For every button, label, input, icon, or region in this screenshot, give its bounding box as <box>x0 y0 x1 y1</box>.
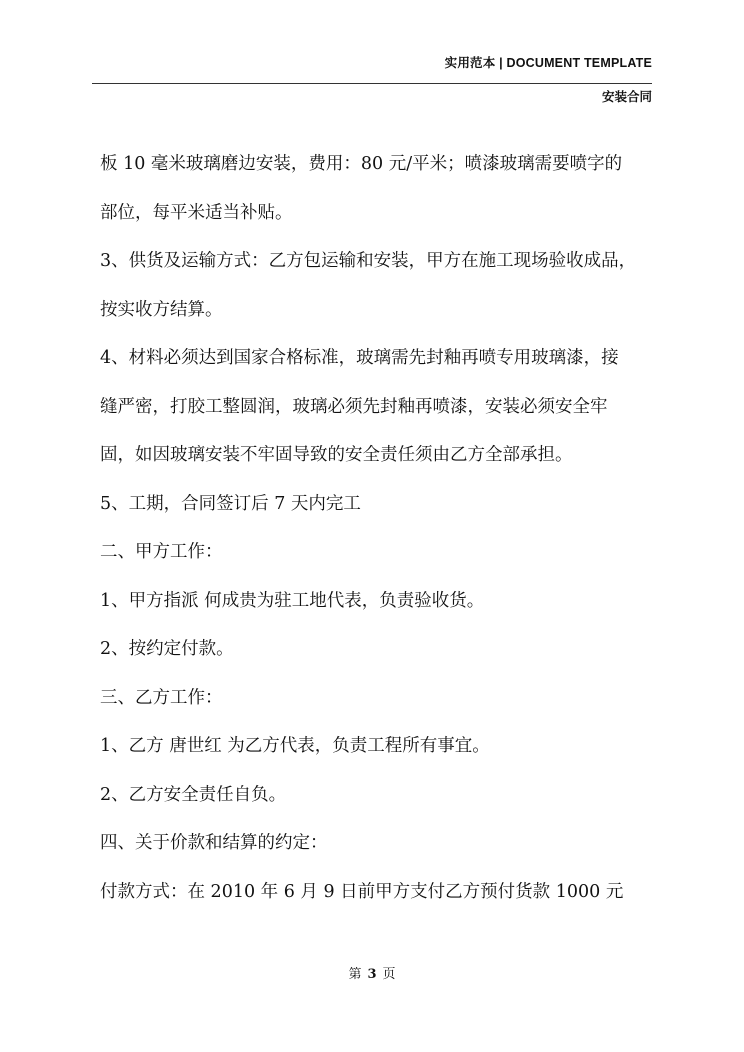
body-line: 3、供货及运输方式：乙方包运输和安装，甲方在施工现场验收成品， <box>100 251 637 271</box>
body-line: 固，如因玻璃安装不牢固导致的安全责任须由乙方全部承担。 <box>100 445 573 465</box>
body-line: 板 10 毫米玻璃磨边安装，费用：80 元/平米；喷漆玻璃需要喷字的 <box>100 154 623 174</box>
page-footer <box>0 963 744 982</box>
section-heading: 三、乙方工作： <box>100 687 223 708</box>
section-heading: 二、甲方工作： <box>100 542 223 562</box>
body-line: 1、甲方指派 何成贵为驻工地代表，负责验收货。 <box>100 590 485 611</box>
section-heading: 四、关于价款和结算的约定： <box>100 833 328 853</box>
body-line: 按实收方结算。 <box>100 299 223 320</box>
body-line: 1、乙方 唐世红 为乙方代表，负责工程所有事宜。 <box>100 736 490 756</box>
body-line: 部位，每平米适当补贴。 <box>100 202 293 223</box>
body-line: 付款方式：在 2010 年 6 月 9 日前甲方支付乙方预付货款 1000 元 <box>100 881 624 902</box>
body-line: 5、工期，合同签订后 7 天内完工 <box>100 493 361 514</box>
page-prefix: 第 <box>348 967 362 982</box>
page-suffix: 页 <box>382 967 396 982</box>
document-header-title: 实用范本 | DOCUMENT TEMPLATE <box>444 56 652 70</box>
body-line: 缝严密，打胶工整圆润，玻璃必须先封釉再喷漆，安装必须安全牢 <box>100 396 608 417</box>
body-line: 2、乙方安全责任自负。 <box>100 784 287 805</box>
header-divider <box>92 83 652 84</box>
body-line: 4、材料必须达到国家合格标准，玻璃需先封釉再喷专用玻璃漆，接 <box>100 348 619 368</box>
document-header-subtitle: 安装合同 <box>601 90 652 104</box>
page-number: 3 <box>367 967 377 982</box>
document-body <box>100 140 660 916</box>
body-line: 2、按约定付款。 <box>100 639 234 659</box>
